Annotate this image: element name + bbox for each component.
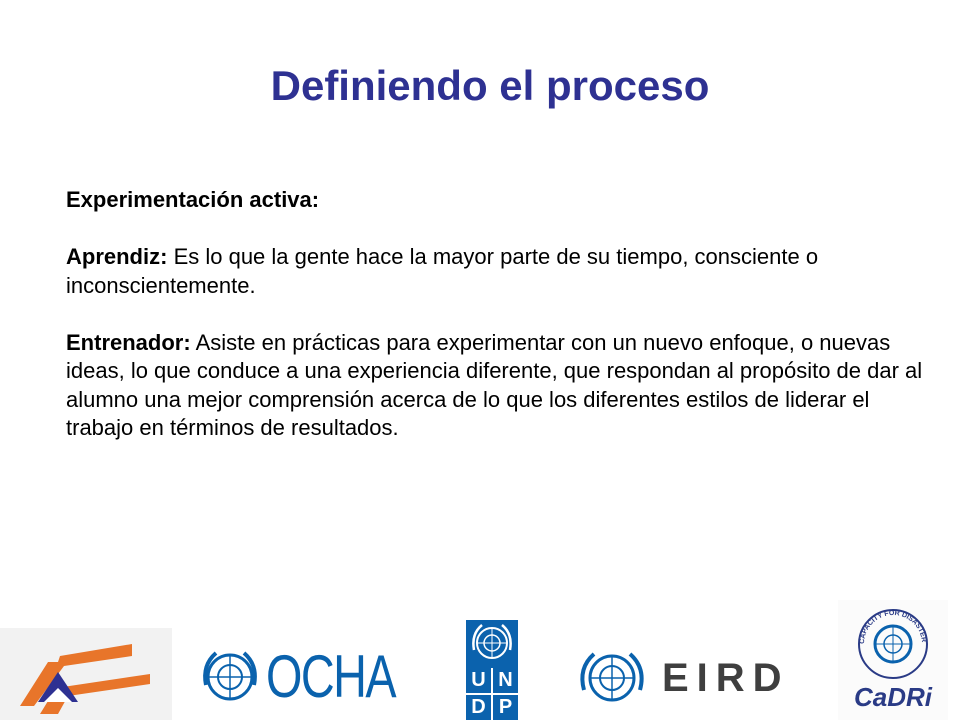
text-aprendiz: Es lo que la gente hace la mayor parte de su tiempo, consciente o inconscientemente.: [66, 244, 819, 298]
un-emblem-icon: [198, 645, 262, 709]
undp-letter: P: [493, 695, 518, 720]
undp-letter: D: [466, 695, 491, 720]
svg-text:CAPACITY FOR DISASTER REDUCTIO: [838, 600, 927, 644]
cadri-ring-text: CAPACITY FOR DISASTER: [858, 609, 928, 645]
cadri-emblem-icon: [838, 600, 948, 682]
undp-logo: [466, 620, 518, 720]
label-aprendiz: Aprendiz:: [66, 244, 168, 269]
undp-letter: U: [466, 668, 491, 693]
civil-defense-logo: [0, 628, 172, 720]
undp-letter-grid: [466, 668, 518, 720]
slide-body: [66, 186, 926, 443]
ocha-logo: [198, 645, 418, 709]
cadri-logo: [838, 600, 948, 720]
label-entrenador: Entrenador:: [66, 329, 191, 355]
eird-wordmark: EIRD: [662, 656, 790, 700]
cadri-wordmark: CaDRi: [853, 682, 932, 712]
paragraph-entrenador: [66, 329, 926, 443]
paragraph-aprendiz: [66, 243, 926, 300]
undp-letter: N: [493, 668, 518, 693]
un-emblem-icon: [566, 648, 656, 708]
slide-title: Definiendo el proceso: [270, 62, 710, 109]
un-emblem-icon: [466, 620, 518, 666]
eird-logo: [566, 648, 806, 708]
ocha-wordmark: OCHA: [266, 643, 395, 710]
text-entrenador: Asiste en prácticas para experimentar con un nuevo enfoque, o nuevas ideas, lo que conduce a una experiencia diferente, que respondan al propósito de dar al alumno una mejor comprensión acerca de lo que los diferentes estilos de liderar el trabajo en términos de resultados.: [66, 329, 923, 440]
section-heading: Experimentación activa:: [66, 187, 320, 212]
civil-defense-emblem-icon: [0, 628, 172, 720]
